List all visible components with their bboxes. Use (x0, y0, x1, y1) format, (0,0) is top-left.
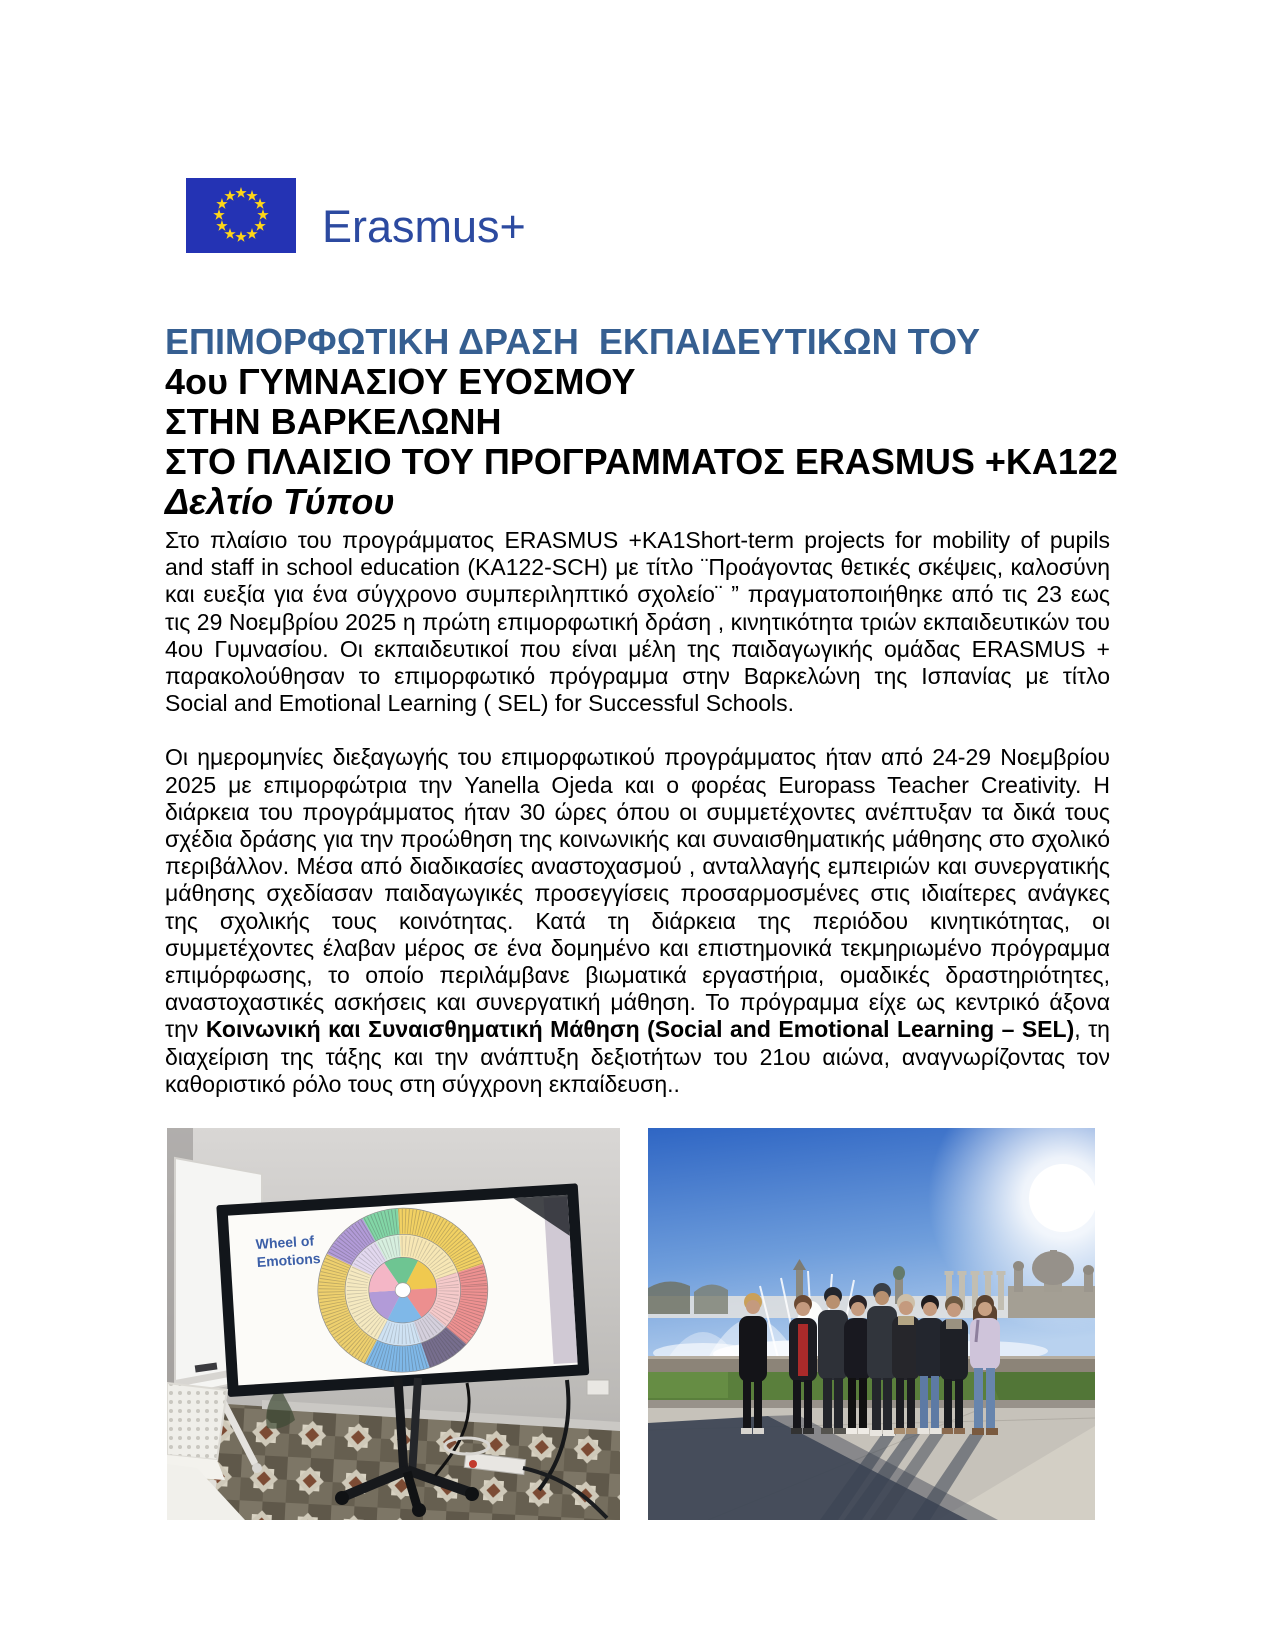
press-release-subtitle: Δελτίο Τύπου (165, 481, 395, 522)
paragraph-2-text: Οι ημερομηνίες διεξαγωγής του επιμορφωτικού προγράμματος ήταν από 24-29 Νοεμβρίου 2025 με επιμορφώτρια την Yanella Ojeda και ο φορέας Europass Teacher Creativity. Η διάρκεια του προγράμματος ήταν 30 ώρες όπου οι συμμετέχοντες ανέπτυξαν τα δικά τους σχέδια δράσης για την προώθηση της κοινωνικής και συναισθηματικής μάθησης στο σχολικό περιβάλλον. Μέσα από διαδικασίες αναστοχασμού , ανταλλαγής εμπειριών και συνεργατικής μάθησης σχεδίασαν παιδαγωγικές προσεγγίσεις προσαρμοσμένες στις ιδιαίτερες ανάγκες της σχολικής τους κοινότητας. Κατά τη διάρκεια της περιόδου κινητικότητας, οι συμμετέχοντες έλαβαν μέρος σε ένα δομημένο και επιστημονικά τεκμηριωμένο πρόγραμμα επιμόρφωσης, το οποίο περιλάμβανε βιωματικά εργαστήρια, ομαδικές δραστηριότητες, αναστοχαστικές ασκήσεις και συνεργατική μάθηση. Το πρόγραμμα είχε ως κεντρικό άξονα την (165, 744, 1110, 1043)
body-paragraph-2 (165, 744, 1110, 1098)
wall-outlet (587, 1380, 609, 1395)
paragraph-2-bold-phrase: Κοινωνική και Συναισθηματική Μάθηση (Social and Emotional Learning – SEL) (205, 1016, 1075, 1043)
title-line-3: ΣΤΗΝ ΒΑΡΚΕΛΩΝΗ (165, 401, 502, 442)
paragraph-2-text-end: , τη διαχείριση της τάξης και την ανάπτυξη δεξιοτήτων του 21ου αιώνα, αναγνωρίζοντας τον καθοριστικό ρόλο τους στη σύγχρονη εκπαίδευση.. (165, 1016, 1110, 1097)
slide-title-line2: Emotions (256, 1250, 321, 1270)
tv-screen (216, 1183, 589, 1397)
erasmus-logo (186, 178, 526, 253)
slide-title-line1: Wheel of (255, 1232, 315, 1253)
title-block (165, 322, 1130, 522)
photo-wheel-of-emotions (167, 1128, 620, 1520)
body-paragraph-1: Στο πλαίσιο του προγράμματος ERASMUS +KA1Short-term projects for mobility of pupils and staff in school education (KA122-SCH) με τίτλο ¨Προάγοντας θετικές σκέψεις, καλοσύνη και ευεξία για ένα σύγχρονο συμπεριληπτικό σχολείο¨ ” πραγματοποιήθηκε από τις 23 εως τις 29 Νοεμβρίου 2025 η πρώτη επιμορφωτική δράση , κινητικότητα τριών εκπαιδευτικών του 4ου Γυμνασίου. Οι εκπαιδευτικοί που είναι μέλη της παιδαγωγικής ομάδας ERASMUS + παρακολούθησαν το επιμορφωτικό πρόγραμμα στην Βαρκελώνη της Ισπανίας με τίτλο Social and Emotional Learning ( SEL) for Successful Schools. (165, 527, 1110, 717)
erasmus-wordmark: Erasmus+ (322, 201, 526, 252)
title-line-1: ΕΠΙΜΟΡΦΩΤΙΚΗ ΔΡΑΣΗ ΕΚΠΑΙΔΕΥΤΙΚΩΝ ΤΟΥ (165, 321, 981, 362)
body-text (165, 527, 1110, 1098)
eu-flag-icon (186, 178, 296, 253)
title-line-2: 4ου ΓΥΜΝΑΣΙΟΥ ΕΥΟΣΜΟΥ (165, 361, 636, 402)
photo-group-fountain (648, 1128, 1095, 1520)
title-line-4: ΣΤΟ ΠΛΑΙΣΙΟ ΤΟΥ ΠΡΟΓΡΑΜΜΑΤΟΣ ERASMUS +ΚΑ122 (165, 441, 1118, 482)
